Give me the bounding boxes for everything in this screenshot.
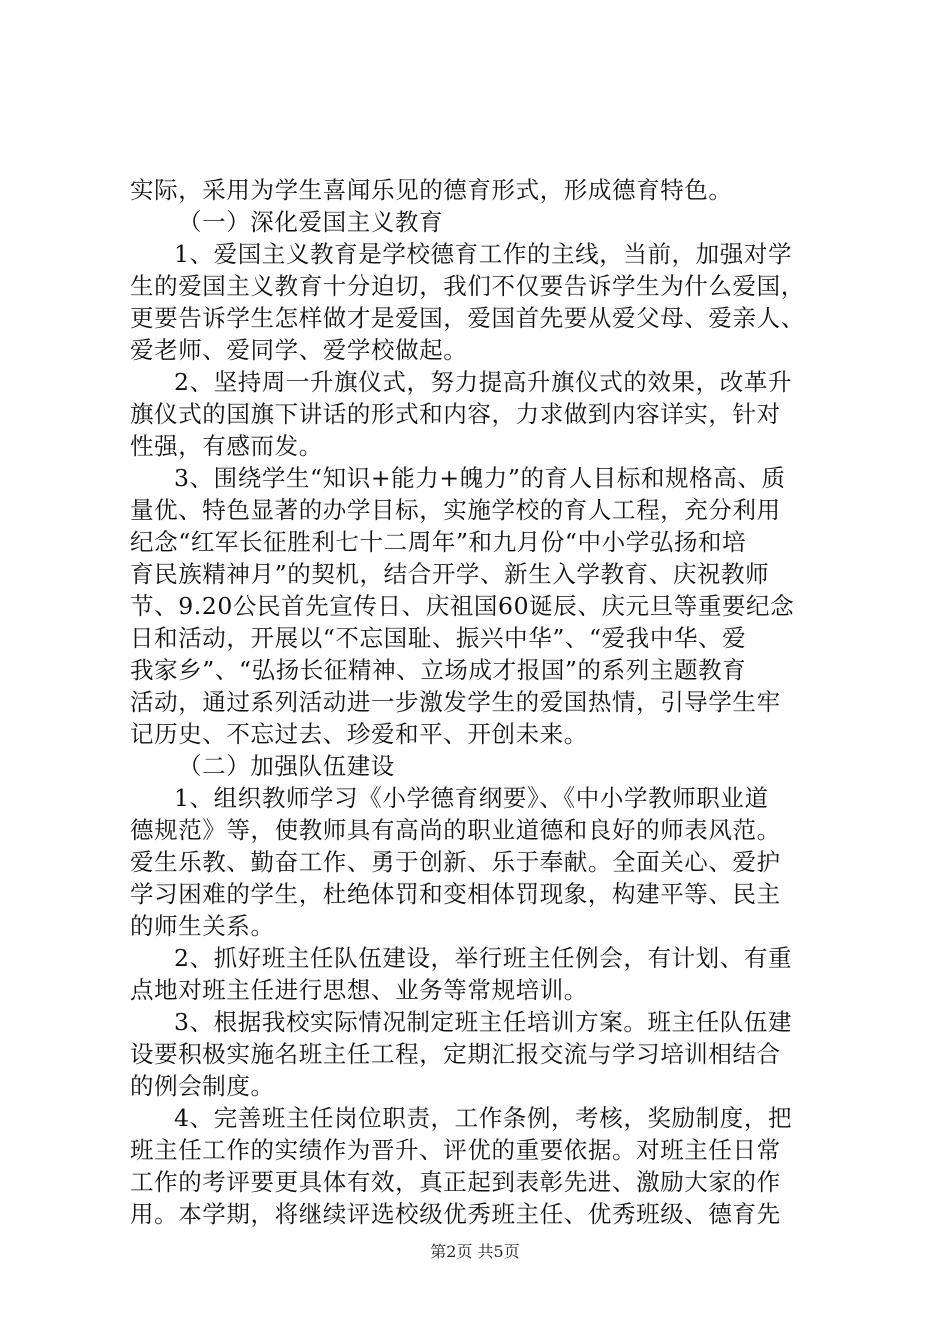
text-line: 的师生关系。 bbox=[130, 912, 275, 940]
text-line: 2、坚持周一升旗仪式，努力提高升旗仪式的效果，改革升 bbox=[174, 368, 793, 396]
text-line: 设要积极实施名班主任工程，定期汇报交流与学习培训相结合 bbox=[130, 1040, 781, 1068]
text-line: 班主任工作的实绩作为晋升、评优的重要依据。对班主任日常 bbox=[130, 1136, 781, 1164]
text-line: 3、围绕学生“知识+能力+魄力”的育人目标和规格高、质 bbox=[174, 464, 786, 492]
section-heading: （二）加强队伍建设 bbox=[178, 752, 395, 780]
section-heading: （一）深化爱国主义教育 bbox=[178, 208, 444, 236]
text-line: 记历史、不忘过去、珍爱和平、开创未来。 bbox=[130, 720, 588, 748]
text-line: 量优、特色显著的办学目标，实施学校的育人工程，充分利用 bbox=[130, 496, 781, 524]
text-line: 实际，采用为学生喜闻乐见的德育形式，形成德育特色。 bbox=[130, 176, 733, 204]
text-line: 4、完善班主任岗位职责，工作条例，考核，奖励制度，把 bbox=[174, 1104, 793, 1132]
text-line: 工作的考评要更具体有效，真正起到表彰先进、激励大家的作 bbox=[130, 1168, 781, 1196]
text-line: 爱生乐教、勤奋工作、勇于创新、乐于奉献。全面关心、爱护 bbox=[130, 848, 781, 876]
text-line: 我家乡”、“弘扬长征精神、立场成才报国”的系列主题教育 bbox=[130, 656, 747, 684]
page-footer bbox=[0, 1241, 950, 1263]
text-line: 性强，有感而发。 bbox=[130, 432, 323, 460]
text-line: 1、组织教师学习《小学德育纲要》、《中小学教师职业道 bbox=[174, 784, 769, 812]
text-line: 纪念“红军长征胜利七十二周年”和九月份“中小学弘扬和培 bbox=[130, 528, 747, 556]
page-number: 第2页 共5页 bbox=[430, 1242, 520, 1261]
text-line: 活动，通过系列活动进一步激发学生的爱国热情，引导学生牢 bbox=[130, 688, 781, 716]
text-line: 育民族精神月”的契机，结合开学、新生入学教育、庆祝教师 bbox=[130, 560, 770, 588]
text-line: 生的爱国主义教育十分迫切，我们不仅要告诉学生为什么爱国， bbox=[130, 272, 805, 300]
text-line: 3、根据我校实际情况制定班主任培训方案。班主任队伍建 bbox=[174, 1008, 793, 1036]
document-body bbox=[130, 174, 830, 1230]
text-line: 德规范》等，使教师具有高尚的职业道德和良好的师表风范。 bbox=[130, 816, 781, 844]
text-line: 2、抓好班主任队伍建设，举行班主任例会，有计划、有重 bbox=[174, 944, 793, 972]
text-line: 爱老师、爱同学、爱学校做起。 bbox=[130, 336, 468, 364]
text-line: 旗仪式的国旗下讲话的形式和内容，力求做到内容详实，针对 bbox=[130, 400, 781, 428]
text-line: 节、9.20公民首先宣传日、庆祖国60诞辰、庆元旦等重要纪念 bbox=[130, 592, 795, 620]
text-line: 学习困难的学生，杜绝体罚和变相体罚现象，构建平等、民主 bbox=[130, 880, 781, 908]
text-line: 用。本学期，将继续评选校级优秀班主任、优秀班级、德育先 bbox=[130, 1200, 781, 1228]
text-line: 点地对班主任进行思想、业务等常规培训。 bbox=[130, 976, 588, 1004]
text-line: 的例会制度。 bbox=[130, 1072, 275, 1100]
text-line: 更要告诉学生怎样做才是爱国，爱国首先要从爱父母、爱亲人、 bbox=[130, 304, 805, 332]
text-line: 日和活动，开展以“不忘国耻、振兴中华”、“爱我中华、爱 bbox=[130, 624, 747, 652]
text-line: 1、爱国主义教育是学校德育工作的主线，当前，加强对学 bbox=[174, 240, 793, 268]
